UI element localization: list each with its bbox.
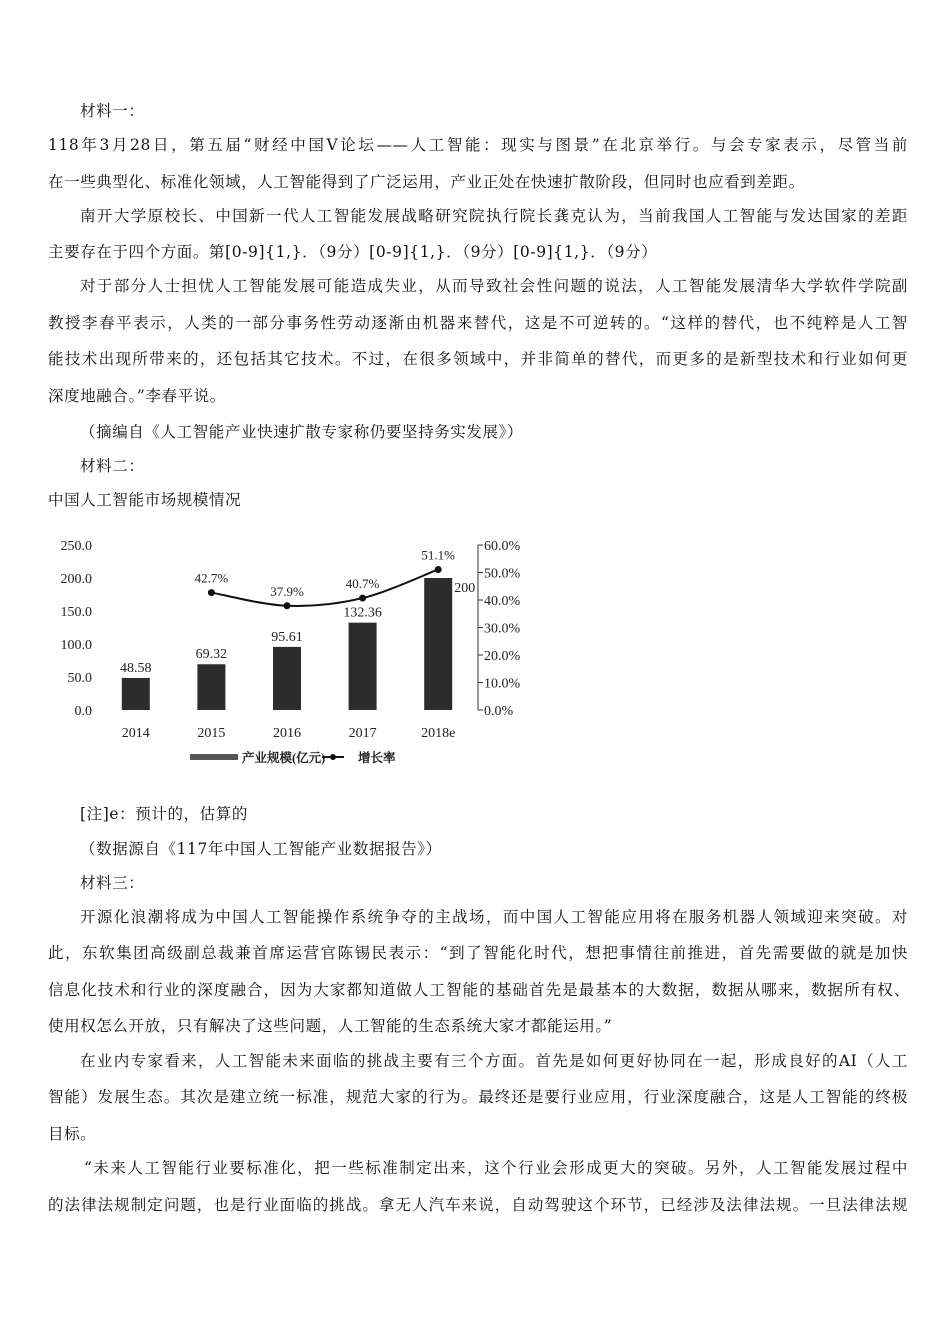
y-right-tick-label: 0.0% [484,704,514,719]
chart-title: 中国人工智能市场规模情况 [48,491,242,509]
material3-p3-line1: “未来人工智能行业要标准化，把一些标准制定出来，这个行业会形成更大的突破。另外，人工智能发展过程中 [84,1159,908,1177]
growth-rate-label: 51.1% [421,547,455,563]
material3-p1-line2: 此，东软集团高级副总裁兼首席运营官陈锡民表示：“到了智能化时代，想把事情往前推进，首先需要做的就是加快 [48,944,908,962]
growth-rate-label: 40.7% [345,576,380,592]
bar-value-label: 69.32 [195,647,228,663]
material3-p1-line1: 开源化浪潮将成为中国人工智能操作系统争夺的主战场，而中国人工智能应用将在服务机器人领域迎来突破。对 [80,908,908,926]
legend-line-label: 增长率 [358,751,396,765]
y-left-tick-label: 200.0 [60,572,92,587]
x-tick-label: 2017 [348,726,377,741]
growth-rate-point [359,595,366,602]
material3-p2-line3: 目标。 [48,1125,97,1143]
y-left-tick-label: 150.0 [60,605,92,620]
material1-source: （摘编自《人工智能产业快速扩散专家称仍要坚持务实发展》） [80,423,524,441]
material2-heading: 材料二： [80,457,145,475]
y-left-tick-label: 100.0 [60,638,92,653]
material3-p2-line1: 在业内专家看来，人工智能未来面临的挑战主要有三个方面。首先是如何更好协同在一起，形成良好的AI（人工 [80,1052,908,1070]
material1-p3-line3: 能技术出现所带来的，还包括其它技术。不过，在很多领域中，并非简单的替代，而更多的是新型技术和行业如何更 [48,350,908,368]
legend-bar-swatch [190,754,238,760]
x-tick-label: 2016 [273,726,301,741]
chart-note: [注]e：预计的，估算的 [80,805,248,823]
y-right-tick-label: 40.0% [484,594,521,609]
y-right-tick-label: 50.0% [484,566,521,582]
x-tick-label: 2018e [421,726,456,741]
bar-2016 [273,647,301,710]
material1-p1-line1: 118年3月28日，第五届“财经中国V论坛——人工智能：现实与图景”在北京举行。与会专家表示，尽管当前 [48,136,908,154]
growth-rate-label: 42.7% [194,570,229,586]
material1-p2-line2: 主要存在于四个方面。第[0-9]{1,}．（9分）[0-9]{1,}．（9分）[0-9]{1,}．（9分） [48,243,658,261]
y-right-tick-label: 20.0% [484,649,521,664]
bar-2015 [197,664,225,710]
legend-line-marker [330,754,336,760]
material1-p3-line2: 教授李春平表示，人类的一部分事务性劳动逐渐由机器来替代，这是不可逆转的。“这样的替代，也不纯粹是人工智 [48,314,908,332]
growth-rate-point [208,589,215,596]
y-left-tick-label: 250.0 [60,539,92,554]
bar-2017 [349,623,377,710]
material1-p3-line4: 深度地融合。”李春平说。 [48,387,226,405]
y-left-tick-label: 0.0 [74,704,92,719]
material1-p1-line2: 在一些典型化、标准化领域，人工智能得到了广泛运用，产业正处在快速扩散阶段，但同时也应看到差距。 [48,173,805,191]
market-size-chart [40,525,540,775]
legend-bar-label: 产业规模(亿元) [242,751,326,765]
material2-source: （数据源自《117年中国人工智能产业数据报告》） [80,840,442,858]
material3-p2-line2: 智能）发展生态。其次是建立统一标准，规范大家的行为。最终还是要行业应用，行业深度融合，这是人工智能的终极 [48,1088,908,1106]
y-left-tick-label: 50.0 [67,671,92,686]
material3-p1-line3: 信息化技术和行业的深度融合，因为大家都知道做人工智能的基础首先是最基本的大数据，数据从哪来，数据所有权、 [48,981,910,999]
x-tick-label: 2014 [121,726,150,741]
bar-2018e [424,578,452,710]
material3-p1-line4: 使用权怎么开放，只有解决了这些问题，人工智能的生态系统大家才都能运用。” [48,1017,613,1035]
x-tick-label: 2015 [197,726,226,741]
growth-rate-line [211,569,438,605]
bar-value-label: 95.61 [271,629,303,645]
material1-heading: 材料一： [80,102,145,120]
y-right-tick-label: 30.0% [484,621,521,637]
material3-p3-line2: 的法律法规制定问题，也是行业面临的挑战。拿无人汽车来说，自动驾驶这个环节，已经涉及法律法规。一旦法律法规 [48,1196,908,1214]
growth-rate-point [435,566,442,573]
bar-2014 [122,678,150,710]
bar-value-label: 48.58 [120,660,152,676]
material1-p3-line1: 对于部分人士担忧人工智能发展可能造成失业，从而导致社会性问题的说法，人工智能发展清华大学软件学院副 [80,277,908,295]
bar-value-label: 132.36 [343,605,382,621]
y-right-tick-label: 10.0% [484,676,521,692]
growth-rate-label: 37.9% [270,583,304,599]
material3-heading: 材料三： [80,874,145,892]
growth-rate-point [284,602,291,609]
bar-value-label: 200 [454,581,476,596]
material1-p2-line1: 南开大学原校长、中国新一代人工智能发展战略研究院执行院长龚克认为，当前我国人工智能与发达国家的差距 [80,207,908,225]
y-right-tick-label: 60.0% [484,539,521,554]
